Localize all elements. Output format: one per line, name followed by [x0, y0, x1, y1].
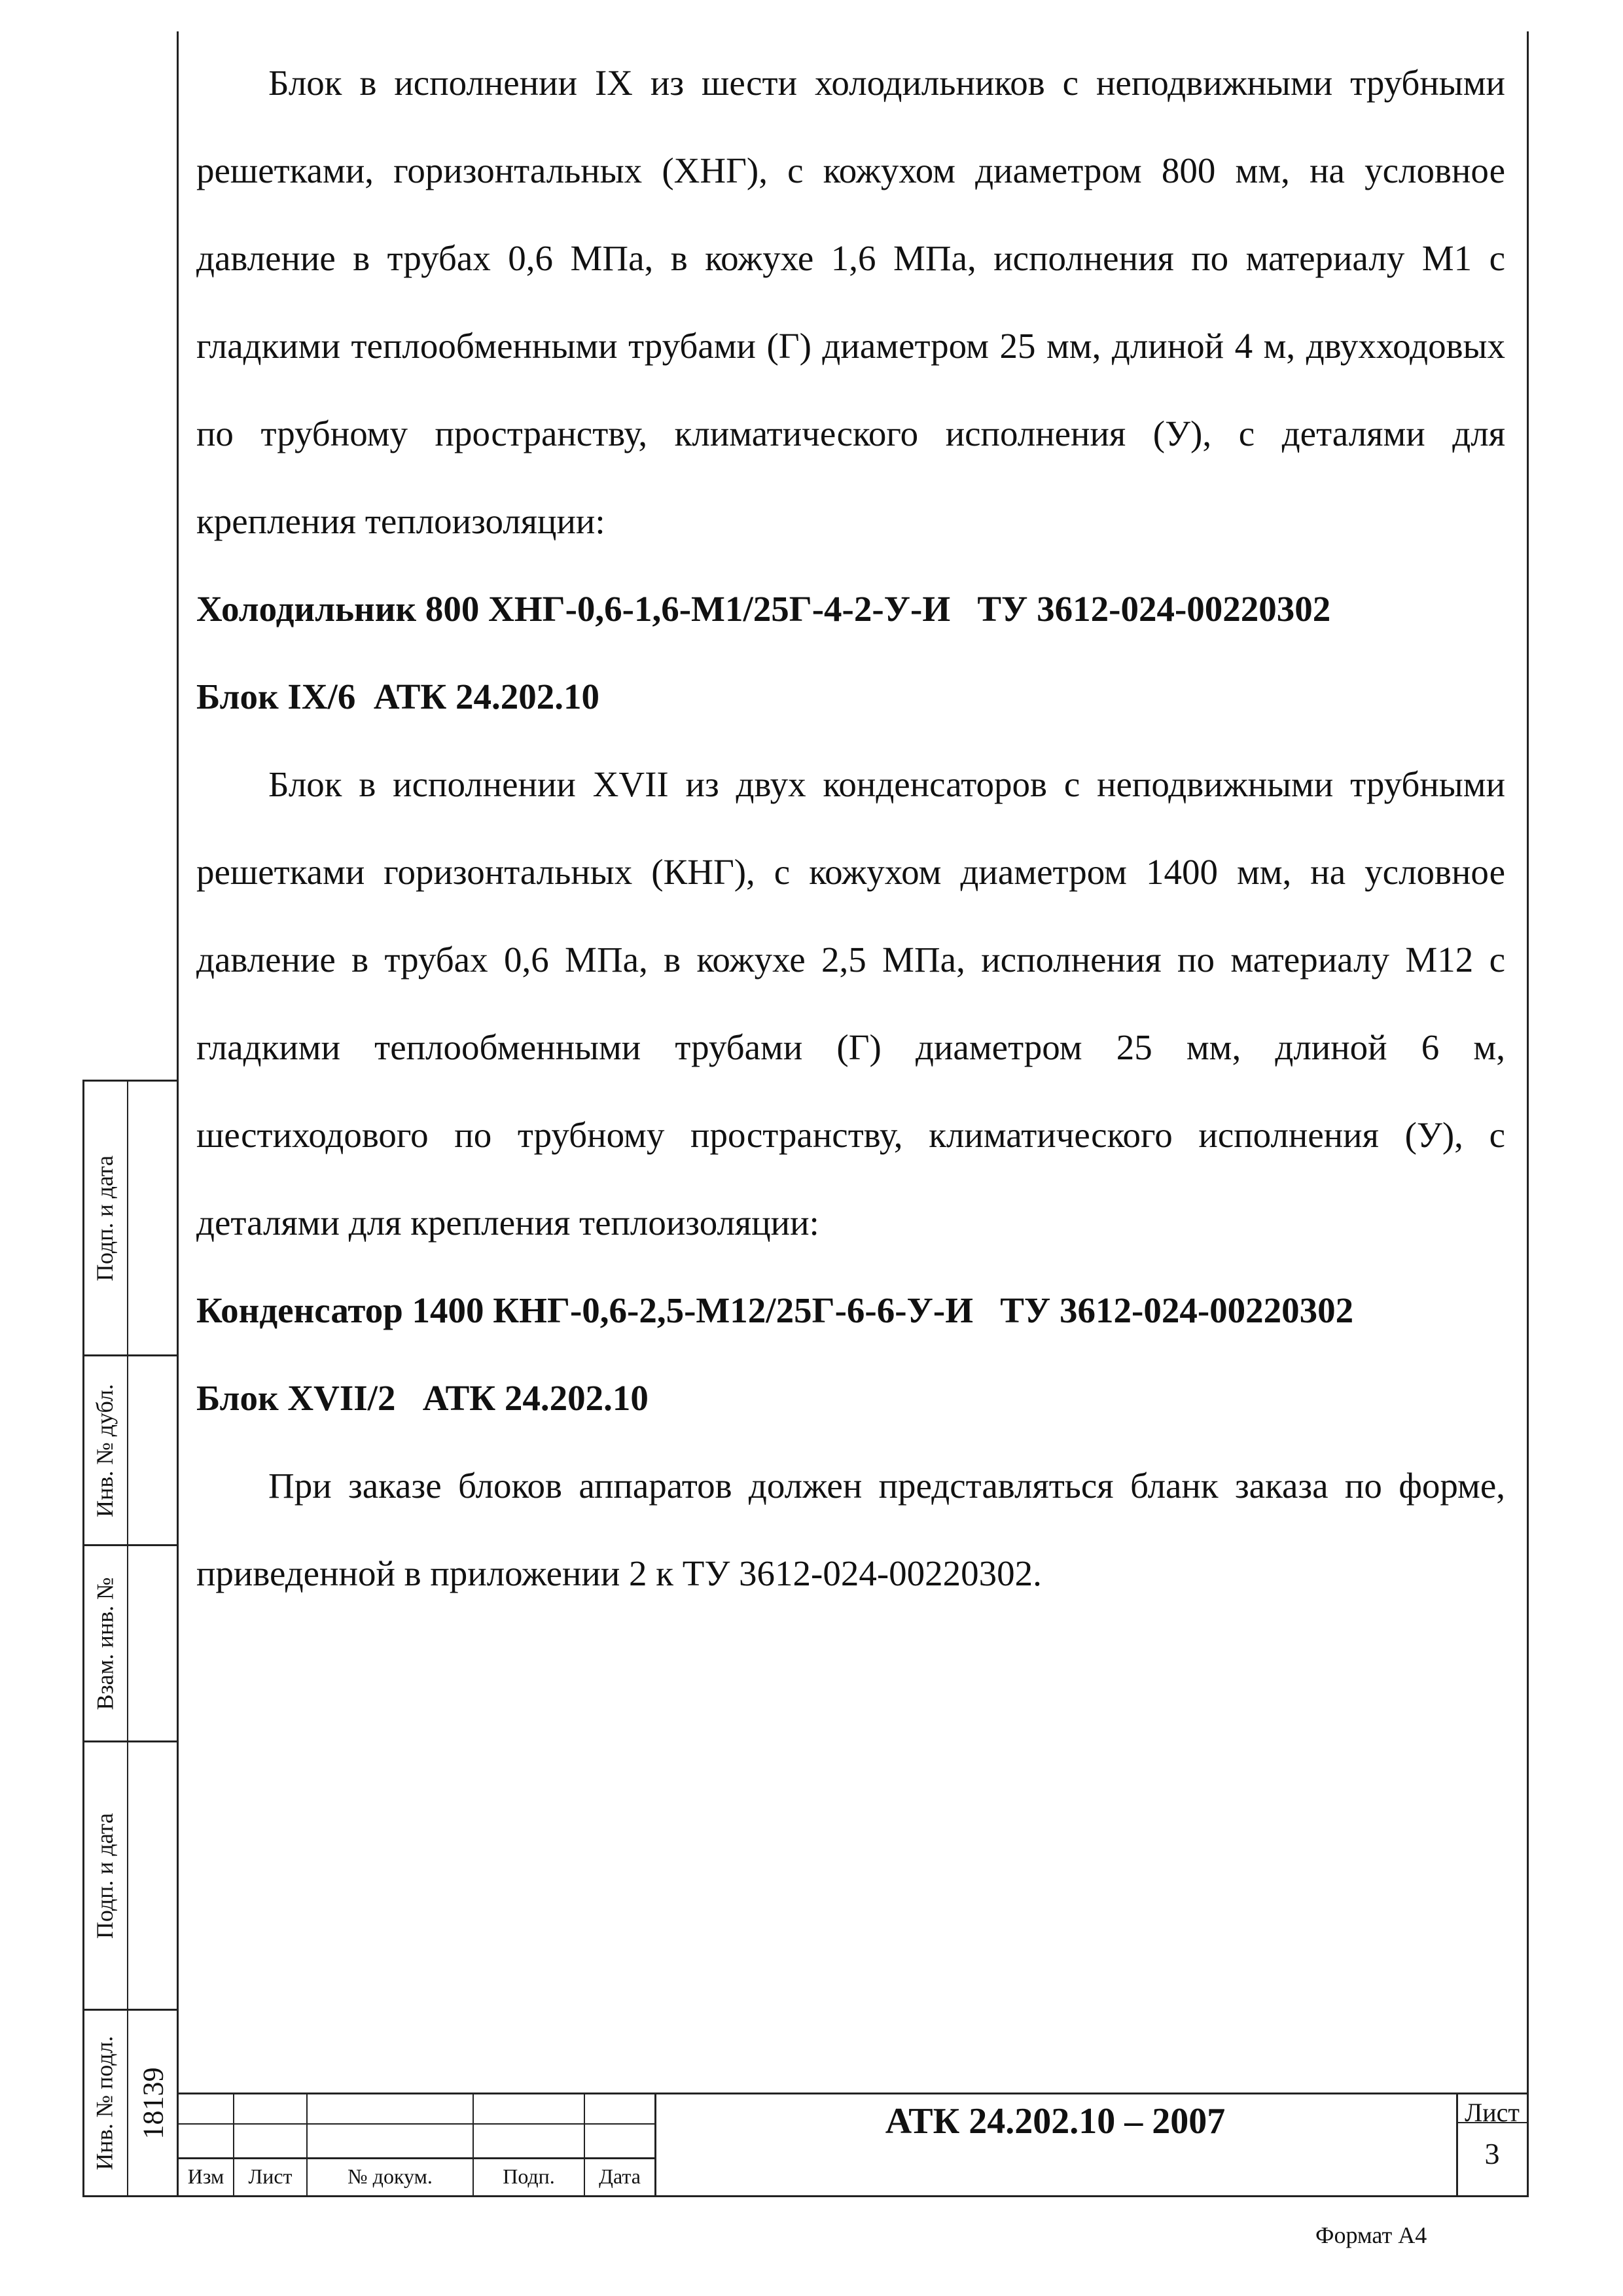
format-label: Формат А4 [1315, 2222, 1427, 2248]
designation-cooler: Холодильник 800 ХНГ-0,6-1,6-М1/25Г-4-2-У-И ТУ 3612-024-00220302 [196, 589, 1331, 629]
sheet-number: 3 [1484, 2136, 1500, 2170]
title-block-row-line [179, 2123, 654, 2125]
sheet-label: Лист [1465, 2098, 1520, 2127]
inv-podl-value: 18139 [137, 2067, 169, 2139]
document-code: АТК 24.202.10 – 2007 [885, 2101, 1226, 2142]
col-podp: Подп. [503, 2164, 555, 2188]
frame-right-border [1527, 31, 1529, 2197]
side-label-inv-dubl: Инв. № дубл. [92, 1383, 118, 1517]
side-label-vzam-inv: Взам. инв. № [92, 1577, 118, 1710]
col-data: Дата [599, 2164, 641, 2188]
document-body [196, 39, 1505, 1617]
block-ix-label: Блок IX/6 АТК 24.202.10 [196, 677, 600, 716]
frame-bottom-border [82, 2195, 1529, 2197]
designation-condenser: Конденсатор 1400 КНГ-0,6-2,5-М12/25Г-6-6-У-И ТУ 3612-024-00220302 [196, 1290, 1354, 1330]
paragraph-block-xvii: Блок в исполнении XVII из двух конденсаторов с неподвижными трубными решетками горизонтальных (КНГ), с кожухом диаметром 1400 мм, на условное давление в трубах 0,6 МПа, в кожухе 2,5 МПа, исполнения по материалу М12 с гладкими теплообменными трубами (Г) диаметром 25 мм, длиной 6 м, шестиходового по трубному пространству, климатического исполнения (У), с деталями для крепления теплоизоляции: [196, 764, 1505, 1243]
side-label-inv-podl: Инв. № подл. [92, 2036, 118, 2170]
paragraph-block-ix: Блок в исполнении IX из шести холодильников с неподвижными трубными решетками, горизонтальных (ХНГ), с кожухом диаметром 800 мм, на условное давление в трубах 0,6 МПа, в кожухе 1,6 МПа, исполнения по материалу М1 с гладкими теплообменными трубами (Г) диаметром 25 мм, длиной 4 м, двухходовых по трубному пространству, климатического исполнения (У), с деталями для крепления теплоизоляции: [196, 63, 1505, 541]
title-block-row-line [179, 2157, 654, 2159]
title-block-top-line [179, 2093, 1529, 2094]
col-list: Лист [248, 2164, 293, 2188]
side-label-podp-data-1: Подп. и дата [92, 1155, 118, 1281]
frame-left-border [177, 31, 179, 2197]
side-label-podp-data-2: Подп. и дата [92, 1812, 118, 1939]
paragraph-order-note: При заказе блоков аппаратов должен представляться бланк заказа по форме, приведенной в приложении 2 к ТУ 3612-024-00220302. [196, 1466, 1505, 1593]
block-xvii-label: Блок XVII/2 АТК 24.202.10 [196, 1378, 649, 1418]
col-n-dokum: № докум. [348, 2164, 433, 2188]
col-izm: Изм [187, 2164, 224, 2188]
